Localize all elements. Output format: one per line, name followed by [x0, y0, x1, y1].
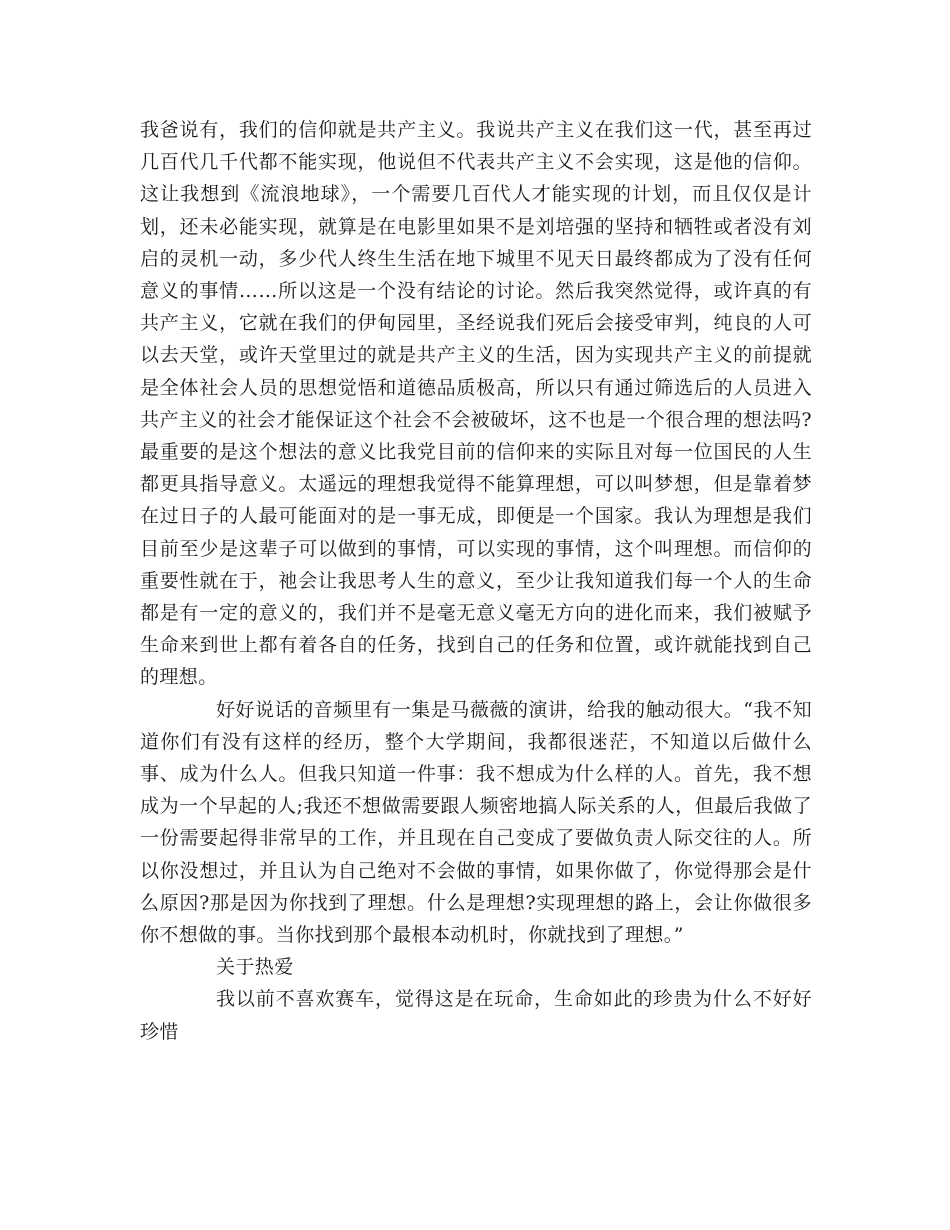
paragraph-faith: 我爸说有，我们的信仰就是共产主义。我说共产主义在我们这一代，甚至再过几百代几千代都不能实现，他说但不代表共产主义不会实现，这是他的信仰。这让我想到《流浪地球》，一个需要几百代人才能实现的计划，而且仅仅是计划，还未必能实现，就算是在电影里如果不是刘培强的坚持和牺牲或者没有刘启的灵机一动，多少代人终生生活在地下城里不见天日最终都成为了没有任何意义的事情……所以这是一个没有结论的讨论。然后我突然觉得，或许真的有共产主义，它就在我们的伊甸园里，圣经说我们死后会接受审判，纯良的人可以去天堂，或许天堂里过的就是共产主义的生活，因为实现共产主义的前提就是全体社会人员的思想觉悟和道德品质极高，所以只有通过筛选后的人员进入共产主义的社会才能保证这个社会不会被破坏，这不也是一个很合理的想法吗?最重要的是这个想法的意义比我党目前的信仰来的实际且对每一位国民的人生都更具指导意义。太遥远的理想我觉得不能算理想，可以叫梦想，但是靠着梦在过日子的人最可能面对的是一事无成，即便是一个国家。我认为理想是我们目前至少是这辈子可以做到的事情，可以实现的事情，这个叫理想。而信仰的重要性就在于，祂会让我思考人生的意义，至少让我知道我们每一个人的生命都是有一定的意义的，我们并不是毫无意义毫无方向的进化而来，我们被赋予生命来到世上都有着各自的任务，找到自己的任务和位置，或许就能找到自己的理想。	[140, 119, 812, 689]
paragraph-speech-quote: 好好说话的音频里有一集是马薇薇的演讲，给我的触动很大。“我不知道你们有没有这样的经历，整个大学期间，我都很迷茫，不知道以后做什么事、成为什么人。但我只知道一件事：我不想成为什么样的人。首先，我不想成为一个早起的人;我还不想做需要跟人频密地搞人际关系的人，但最后我做了一份需要起得非常早的工作，并且现在自己变成了要做负责人际交往的人。所以你没想过，并且认为自己绝对不会做的事情，如果你做了，你觉得那会是什么原因?那是因为你找到了理想。什么是理想?实现理想的路上，会让你做很多你不想做的事。当你找到那个最根本动机时，你就找到了理想。”	[140, 698, 812, 947]
paragraph-racing: 我以前不喜欢赛车，觉得这是在玩命，生命如此的珍贵为什么不好好珍惜	[140, 988, 812, 1043]
document-body	[140, 114, 812, 1048]
section-heading: 关于热爱	[216, 956, 294, 979]
